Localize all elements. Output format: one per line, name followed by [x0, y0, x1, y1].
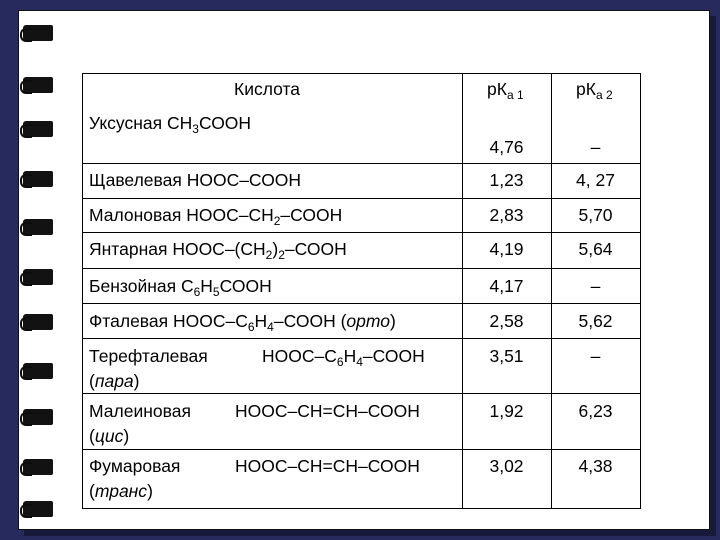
binder-ring-icon: [23, 171, 53, 187]
acid-name: Фталевая НООС–$С_6Н_4$–СООН (орто): [89, 311, 396, 334]
pka1-value: 3,02: [489, 456, 524, 476]
pka2-value: 4, 27: [576, 170, 615, 190]
acid-name: Бензойная $С_6Н_5СООН$: [89, 276, 272, 299]
pka1-value: 2,83: [489, 205, 524, 225]
pka1-value: 4,76: [489, 137, 524, 157]
row-divider: [82, 393, 641, 394]
acid-name: Янтарная НООС–$(СН_2)_2$–СООН: [89, 239, 347, 262]
pka-table: [82, 73, 641, 509]
row-divider: [82, 303, 641, 304]
isomer-qualifier: (цис): [89, 426, 130, 446]
pka1-value: 4,19: [489, 239, 524, 259]
acid-formula: НООС–СН=СН–СООН: [235, 456, 420, 476]
pka2-value: 4,38: [578, 456, 613, 476]
table-border-bottom: [82, 508, 641, 509]
isomer-qualifier: (пара): [89, 371, 140, 391]
acid-formula: НООС–СН=СН–СООН: [235, 401, 420, 421]
pka2-value: –: [590, 137, 601, 157]
row-divider: [82, 449, 641, 450]
binder-ring-icon: [23, 314, 53, 330]
binder-ring-icon: [23, 77, 53, 93]
binder-ring-icon: [23, 409, 53, 425]
row-divider: [82, 338, 641, 339]
isomer-qualifier: (транс): [89, 481, 153, 501]
pka2-value: 5,62: [578, 311, 613, 331]
table-border-left: [82, 73, 83, 509]
row-divider: [82, 232, 641, 233]
binder-ring-icon: [23, 501, 53, 517]
binder-ring-icon: [23, 25, 53, 41]
row-divider: [82, 163, 641, 164]
table-border-top: [82, 73, 641, 74]
acid-name: Фумаровая: [89, 456, 181, 476]
acid-formula: НООС–$С_6Н_4$–СООН: [262, 346, 425, 369]
pka1-value: 2,58: [489, 311, 524, 331]
binder-ring-icon: [23, 363, 53, 379]
pka1-value: 4,17: [489, 276, 524, 296]
pka1-value: 3,51: [489, 346, 524, 366]
pka2-value: 5,70: [578, 205, 613, 225]
acid-name: Малоновая НООС–$СН_2$–СООН: [89, 205, 343, 228]
binder-ring-icon: [23, 121, 53, 137]
table-border-right: [640, 73, 641, 509]
acid-name: Малеиновая: [89, 401, 191, 421]
pka2-value: –: [590, 276, 601, 296]
binder-ring-icon: [23, 269, 53, 285]
header-acid: Кислота: [234, 79, 301, 99]
row-divider: [82, 268, 641, 269]
acid-name: Щавелевая НООС–СООН: [89, 170, 302, 190]
pka1-value: 1,23: [489, 170, 524, 190]
binder-ring-icon: [23, 459, 53, 475]
header-pka1: $рК_{а 1}$: [487, 79, 524, 102]
pka2-value: –: [590, 346, 601, 366]
acid-name: Терефталевая: [89, 346, 208, 366]
pka2-value: 6,23: [578, 401, 613, 421]
pka1-value: 1,92: [489, 401, 524, 421]
header-pka2: $рК_{а 2}$: [576, 79, 613, 102]
row-divider: [82, 198, 641, 199]
pka2-value: 5,64: [578, 239, 613, 259]
binder-ring-icon: [23, 219, 53, 235]
acid-name: Уксусная $СН_3СООН$: [89, 113, 252, 136]
